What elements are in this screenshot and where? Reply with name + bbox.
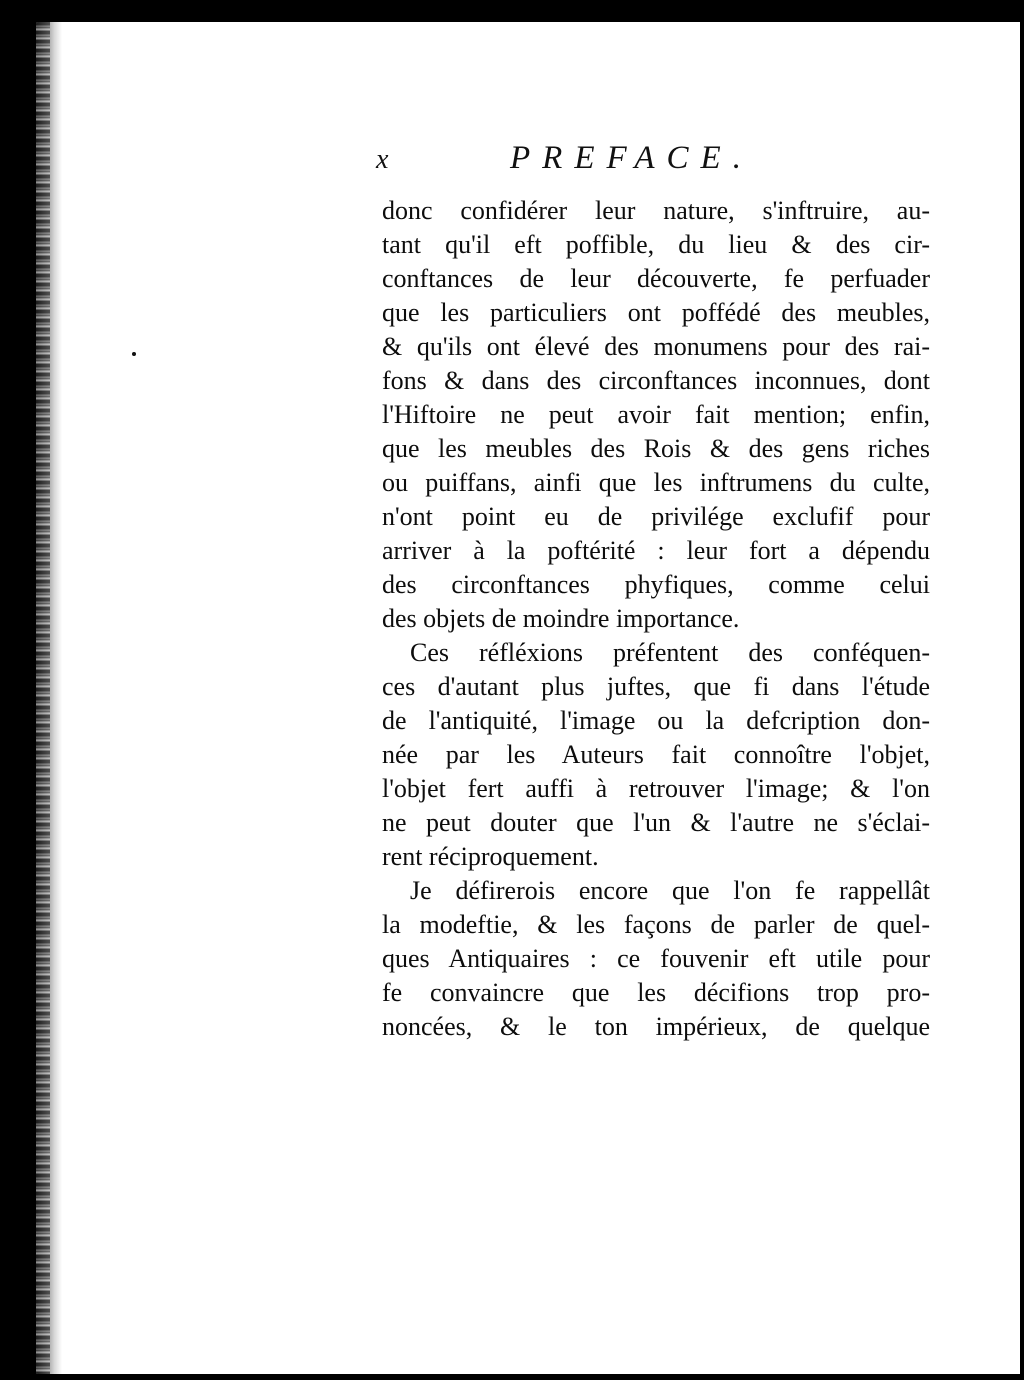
body-text [382,194,930,1044]
text-line: des objets de moindre importance. [382,604,740,633]
running-title: PREFACE. [510,140,753,176]
text-line: Je défirerois encore que l'on fe rappellât [410,876,930,905]
text-line: ces d'autant plus juftes, que fi dans l'étude [382,672,930,701]
ink-speck [132,352,136,356]
text-line: arriver à la poftérité : leur fort a dépendu [382,536,930,565]
text-line: donc confidérer leur nature, s'inftruire, au- [382,196,930,225]
book-page [36,22,1020,1374]
text-line: tant qu'il eft poffible, du lieu & des cir- [382,230,930,259]
text-line: ne peut douter que l'un & l'autre ne s'éclai- [382,808,930,837]
text-line: la modeftie, & les façons de parler de quel- [382,910,930,939]
text-line: de l'antiquité, l'image ou la defcription don- [382,706,930,735]
text-line: née par les Auteurs fait connoître l'objet, [382,740,930,769]
text-line: fe convaincre que les décifions trop pro- [382,978,930,1007]
text-line: ou puiffans, ainfi que les inftrumens du culte, [382,468,930,497]
text-line: & qu'ils ont élevé des monumens pour des rai- [382,332,930,361]
text-line: n'ont point eu de privilége exclufif pour [382,502,930,531]
text-line: conftances de leur découverte, fe perfuader [382,264,930,293]
text-line: l'objet fert auffi à retrouver l'image; & l'on [382,774,930,803]
text-line: noncées, & le ton impérieux, de quelque [382,1012,930,1041]
text-line: des circonftances phyfiques, comme celui [382,570,930,599]
page-number: x [376,144,389,175]
page-header [376,140,936,186]
text-line: fons & dans des circonftances inconnues, dont [382,366,930,395]
text-line: l'Hiftoire ne peut avoir fait mention; enfin, [382,400,930,429]
text-line: Ces réfléxions préfentent des conféquen- [410,638,930,667]
text-line: rent réciproquement. [382,842,599,871]
text-line: que les meubles des Rois & des gens riches [382,434,930,463]
binding-gutter-texture [36,22,50,1374]
text-line: ques Antiquaires : ce fouvenir eft utile pour [382,944,930,973]
text-line: que les particuliers ont poffédé des meubles, [382,298,930,327]
